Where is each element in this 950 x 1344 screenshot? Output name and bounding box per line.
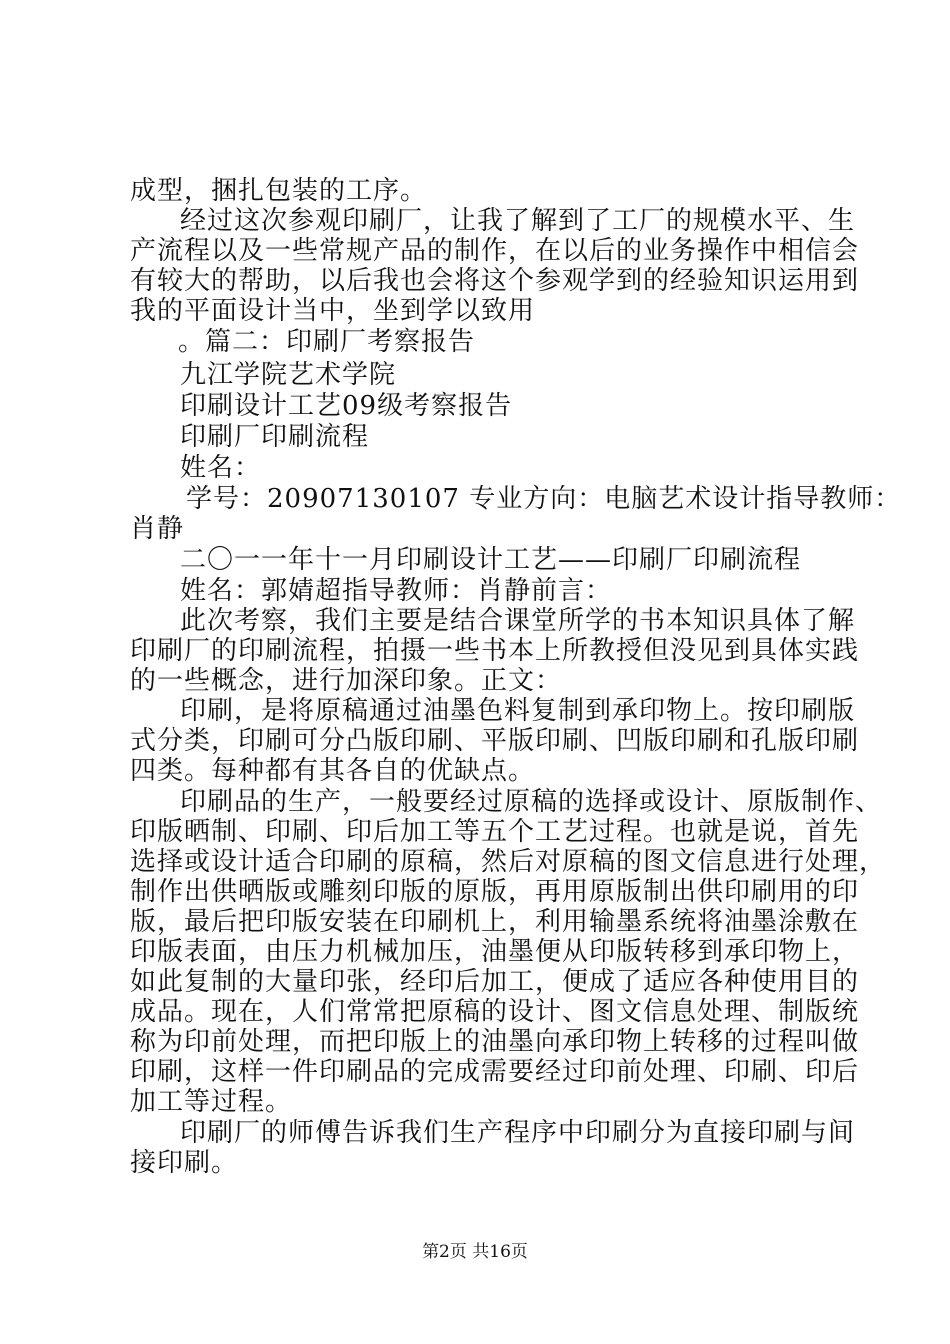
page-footer: 第2页 共16页: [422, 1242, 528, 1262]
text-line: 有较大的帮助，以后我也会将这个参观学到的经验知识运用到: [130, 266, 860, 296]
text-line: 加工等过程。: [130, 1087, 293, 1117]
text-line: 成型，捆扎包装的工序。: [130, 176, 428, 206]
text-line: 成品。现在，人们常常把原稿的设计、图文信息处理、制版统: [130, 997, 860, 1027]
text-line: 印版表面，由压力机械加压，油墨便从印版转移到承印物上，: [130, 937, 860, 967]
text-line: 产流程以及一些常规产品的制作，在以后的业务操作中相信会: [130, 236, 860, 266]
report-title: 印刷设计工艺09级考察报告: [180, 391, 513, 421]
school-name: 九江学院艺术学院: [180, 360, 397, 390]
report-subtitle: 印刷厂印刷流程: [180, 422, 370, 452]
name-label: 姓名：: [180, 453, 262, 483]
text-line: 如此复制的大量印张，经印后加工，便成了适应各种使用目的: [130, 967, 860, 997]
text-line: 的一些概念，进行加深印象。正文：: [130, 666, 563, 696]
text-line: 此次考察，我们主要是结合课堂所学的书本知识具体了解: [180, 606, 856, 636]
author-info: 姓名：郭婧超指导教师：肖静前言：: [180, 576, 613, 606]
text-line: 印刷，是将原稿通过油墨色料复制到承印物上。按印刷版: [180, 696, 856, 726]
text-line: 经过这次参观印刷厂，让我了解到了工厂的规模水平、生: [180, 206, 856, 236]
text-line: 制作出供晒版或雕刻印版的原版，再用原版制出供印刷用的印: [130, 877, 860, 907]
text-line: 四类。每种都有其各自的优缺点。: [130, 756, 536, 786]
text-line: 选择或设计适合印刷的原稿，然后对原稿的图文信息进行处理，: [130, 847, 887, 877]
text-line: 印刷厂的印刷流程，拍摄一些书本上所教授但没见到具体实践: [130, 636, 860, 666]
text-line: 我的平面设计当中，坐到学以致用: [130, 296, 536, 326]
student-info: 学号：20907130107 专业方向：电脑艺术设计指导教师：: [186, 484, 902, 514]
text-line: 印版晒制、印刷、印后加工等五个工艺过程。也就是说，首先: [130, 817, 860, 847]
section-heading: 。篇二：印刷厂考察报告: [178, 327, 476, 357]
text-line: 印刷厂的师傅告诉我们生产程序中印刷分为直接印刷与间: [180, 1118, 856, 1148]
text-line: 称为印前处理，而把印版上的油墨向承印物上转移的过程叫做: [130, 1027, 860, 1057]
text-line: 式分类，印刷可分凸版印刷、平版印刷、凹版印刷和孔版印刷: [130, 726, 860, 756]
text-line: 接印刷。: [130, 1148, 239, 1178]
text-line: 印刷品的生产，一般要经过原稿的选择或设计、原版制作、: [180, 787, 883, 817]
text-line: 版，最后把印版安装在印刷机上，利用输墨系统将油墨涂敷在: [130, 907, 860, 937]
date-title: 二〇一一年十一月印刷设计工艺——印刷厂印刷流程: [180, 545, 802, 575]
text-line: 印刷，这样一件印刷品的完成需要经过印前处理、印刷、印后: [130, 1057, 860, 1087]
text-line: 肖静: [130, 514, 185, 544]
